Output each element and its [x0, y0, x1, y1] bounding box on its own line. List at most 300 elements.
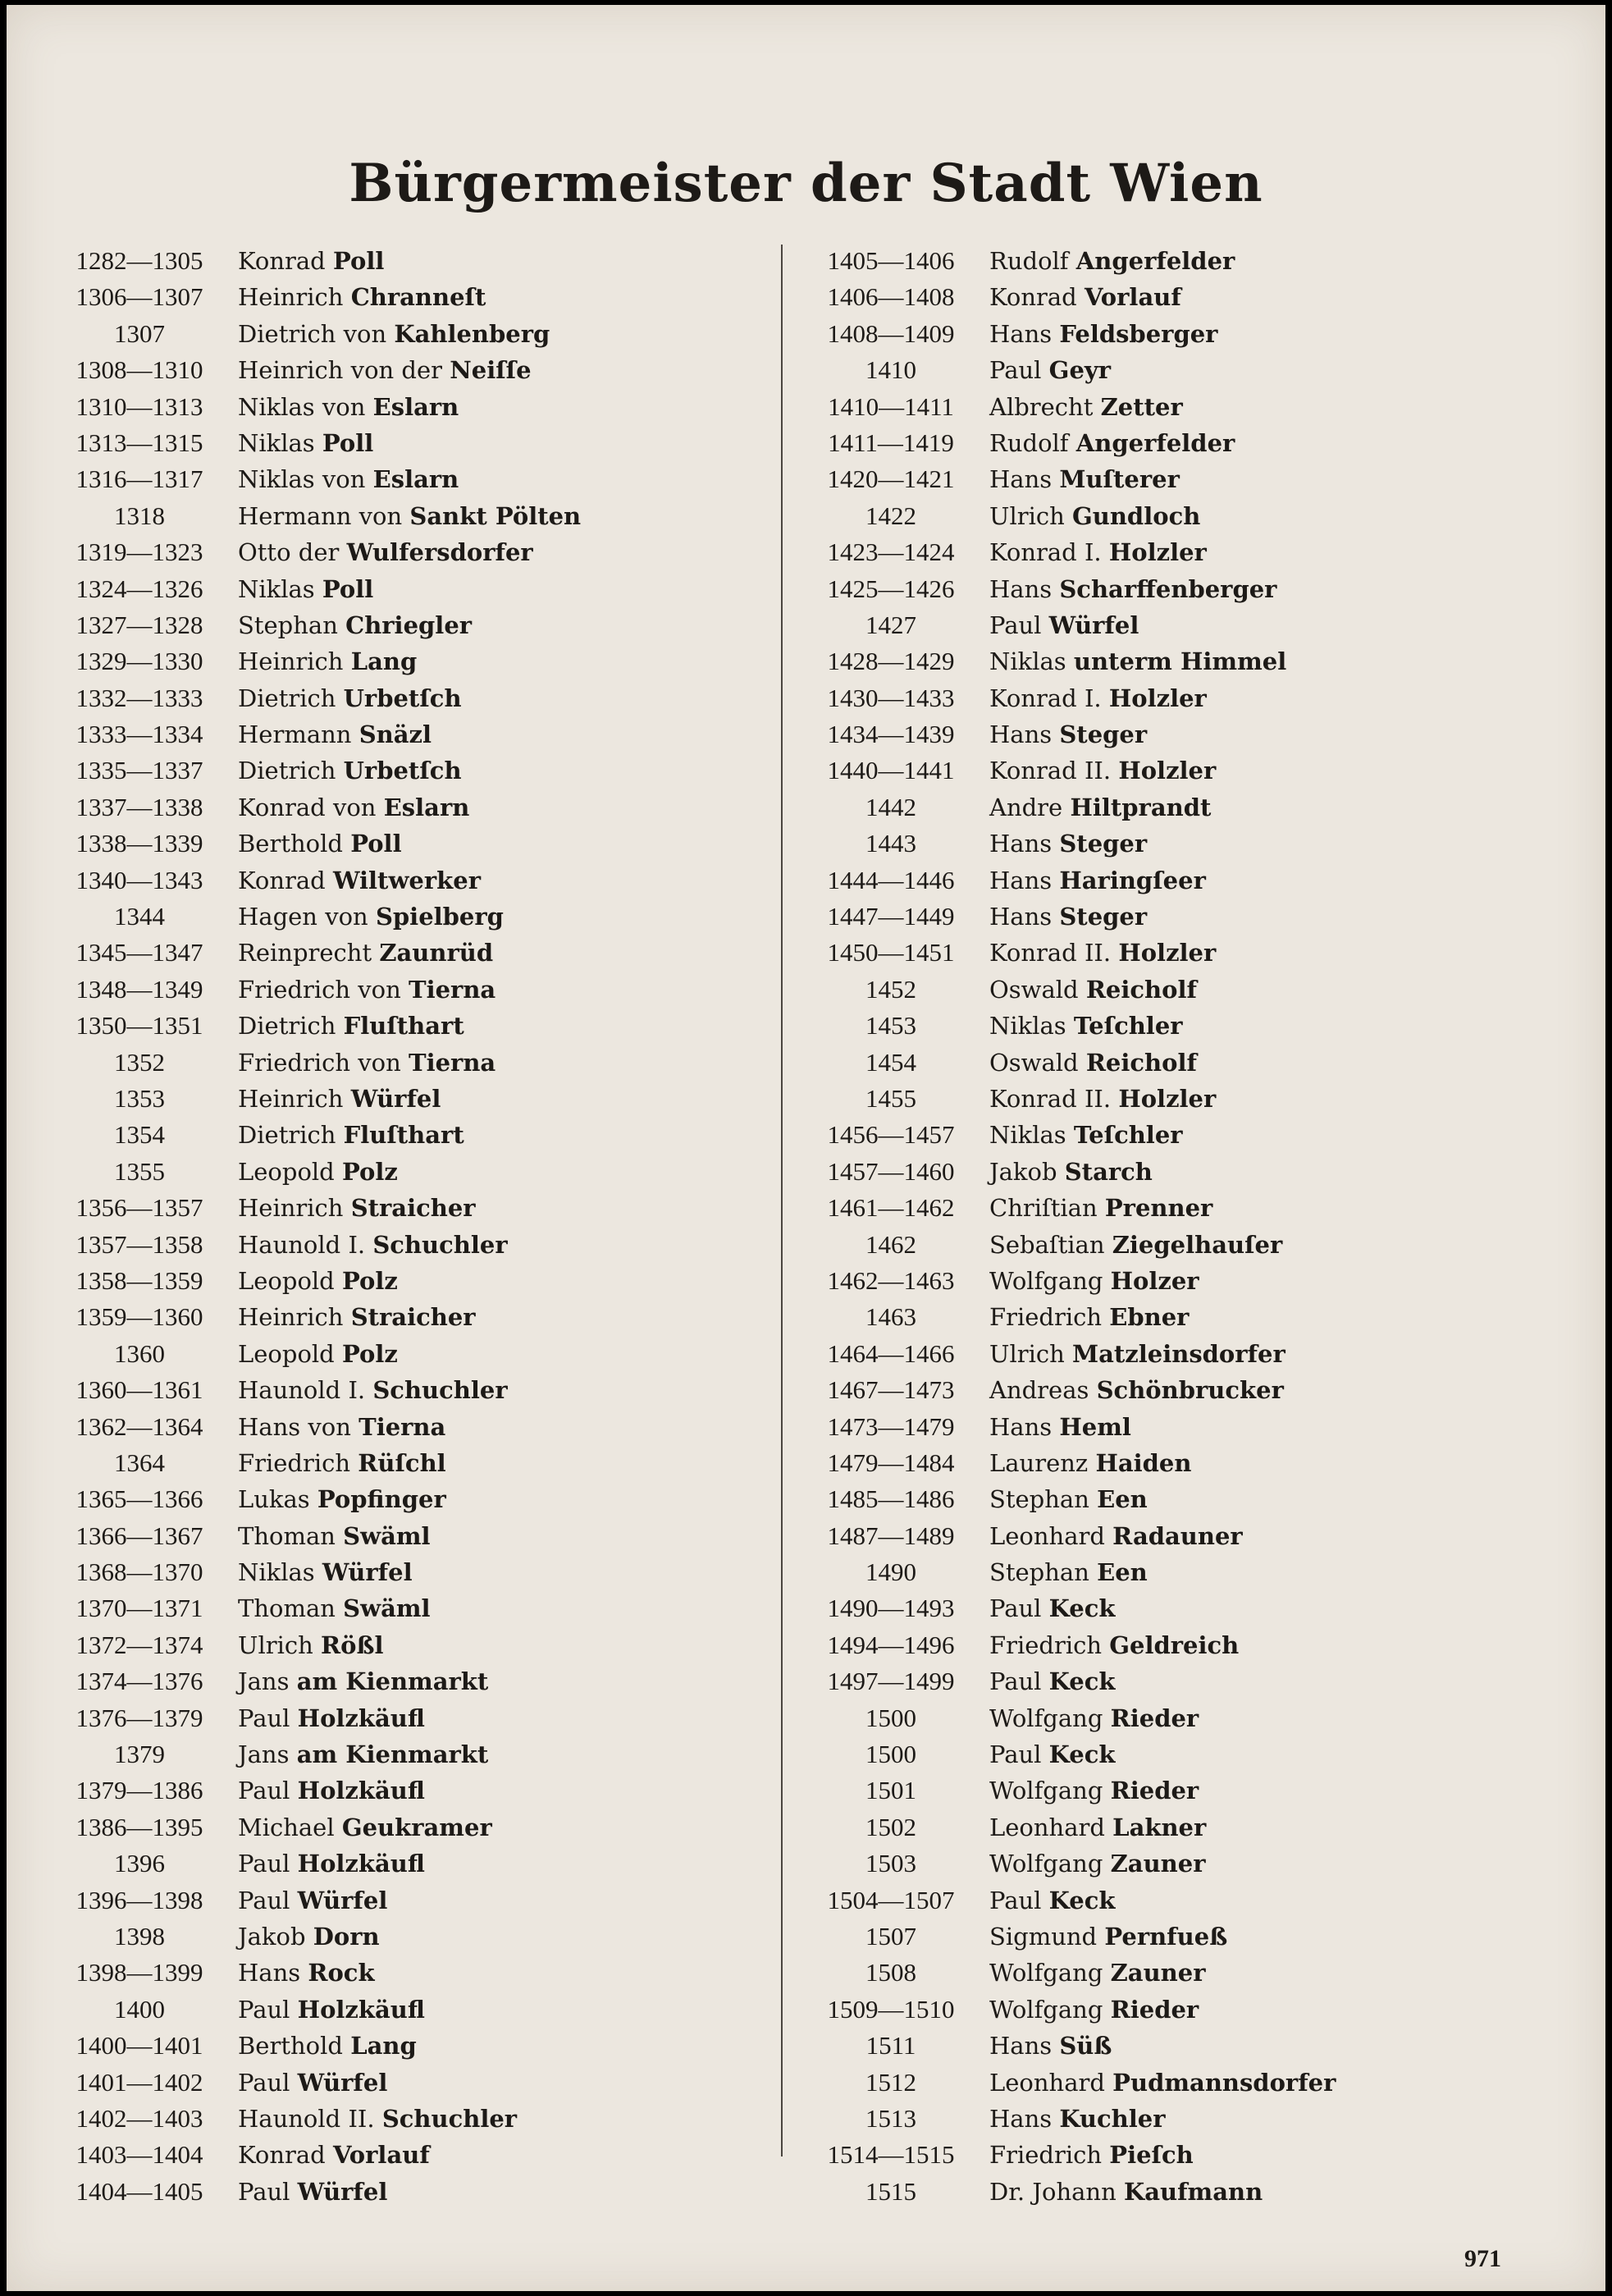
mayor-name: [238, 1590, 431, 1626]
mayor-surname: Keck: [1048, 1594, 1116, 1623]
mayor-first-name: Paul: [989, 1740, 1042, 1769]
mayor-surname: Teſchler: [1073, 1121, 1183, 1150]
mayor-surname: Rieder: [1110, 1704, 1199, 1732]
mayor-name: [989, 1045, 1197, 1081]
mayor-name: [989, 1117, 1183, 1153]
mayor-first-name: Leonhard: [989, 1521, 1105, 1550]
mayor-first-name: Paul: [238, 1777, 290, 1805]
term-years: 1464—1466: [827, 1338, 955, 1368]
mayor-first-name: Wolfgang: [989, 1704, 1103, 1732]
mayor-surname: Polz: [341, 1266, 398, 1295]
term-years: 1410—1411: [828, 391, 954, 421]
mayor-first-name: Wolfgang: [989, 1995, 1103, 2024]
mayor-surname: Een: [1097, 1558, 1148, 1587]
mayor-surname: Würfel: [1048, 611, 1139, 639]
mayor-surname: Poll: [350, 830, 402, 858]
mayor-surname: Pieſch: [1109, 2141, 1194, 2170]
mayor-first-name: Paul: [238, 1995, 290, 2024]
term-years: 1354: [114, 1120, 165, 1150]
term-years: 1512: [865, 2067, 916, 2097]
mayor-name: [989, 279, 1181, 315]
term-years: 1420—1421: [827, 464, 955, 494]
term-years: 1503: [865, 1849, 916, 1878]
mayor-name: [989, 1627, 1239, 1663]
mayor-first-name: Hagen von: [238, 903, 368, 931]
mayor-name: [989, 1845, 1205, 1882]
mayor-surname: Sankt Pölten: [409, 501, 582, 530]
mayor-first-name: Paul: [238, 1886, 290, 1914]
mayor-name: [989, 498, 1200, 534]
mayor-first-name: Leopold: [238, 1266, 335, 1295]
mayor-first-name: Rudolf: [989, 428, 1069, 457]
mayor-name: [989, 1919, 1227, 1955]
mayor-first-name: Niklas: [238, 574, 315, 603]
mayor-name: [238, 1117, 464, 1153]
term-years: 1337—1338: [75, 792, 203, 821]
mayor-first-name: Jans: [238, 1667, 290, 1696]
term-years: 1490—1493: [827, 1594, 955, 1623]
mayor-name: [238, 1372, 508, 1408]
mayor-first-name: Oswald: [989, 975, 1079, 1004]
term-years: 1444—1446: [827, 865, 955, 894]
term-years: 1357—1358: [75, 1229, 203, 1259]
mayor-name: [989, 571, 1276, 607]
term-years: 1362—1364: [75, 1411, 203, 1441]
mayor-surname: Schuchler: [372, 1230, 508, 1259]
mayor-surname: Pernfueß: [1104, 1922, 1228, 1951]
mayor-first-name: Jakob: [989, 1157, 1057, 1186]
mayor-first-name: Hans: [989, 2032, 1053, 2060]
mayor-first-name: Dietrich: [238, 684, 336, 712]
mayor-first-name: Konrad II.: [989, 939, 1112, 967]
mayor-name: [238, 2174, 387, 2210]
term-years: 1338—1339: [75, 829, 203, 858]
mayor-name: [238, 1154, 398, 1190]
mayor-name: [989, 1736, 1115, 1772]
term-years: 1423—1424: [827, 537, 955, 567]
term-years: 1396: [114, 1849, 165, 1878]
mayor-surname: Poll: [322, 574, 374, 603]
mayor-name: [238, 2137, 430, 2173]
mayor-surname: Straicher: [350, 1303, 476, 1332]
mayor-first-name: Sebaſtian: [989, 1230, 1105, 1259]
term-years: 1348—1349: [75, 974, 203, 1004]
term-years: 1457—1460: [827, 1156, 955, 1186]
mayor-name: [238, 2065, 387, 2101]
mayor-first-name: Niklas von: [238, 465, 366, 494]
mayor-name: [989, 680, 1207, 716]
mayor-surname: Vorlauf: [332, 2141, 430, 2170]
mayor-surname: Matzleinsdorfer: [1072, 1339, 1285, 1368]
mayor-first-name: Hermann von: [238, 501, 403, 530]
mayor-surname: Urbetſch: [343, 757, 462, 785]
term-years: 1513: [865, 2103, 916, 2133]
mayor-name: [989, 1882, 1115, 1919]
mayor-first-name: Rudolf: [989, 247, 1069, 275]
mayor-surname: Schönbrucker: [1096, 1376, 1284, 1405]
mayor-surname: Eslarn: [383, 793, 470, 821]
mayor-surname: Holzkäufl: [297, 1704, 425, 1732]
mayor-name: [238, 1919, 380, 1955]
mayor-name: [238, 1227, 508, 1263]
mayor-name: [989, 316, 1217, 352]
mayor-surname: Holzler: [1108, 538, 1207, 567]
mayor-first-name: Leonhard: [989, 1813, 1105, 1841]
mayor-name: [238, 1700, 425, 1736]
mayor-surname: Muſterer: [1059, 465, 1180, 494]
mayor-name: [989, 2101, 1166, 2137]
term-years: 1501: [865, 1776, 916, 1805]
mayor-surname: Holzler: [1118, 757, 1217, 785]
mayor-first-name: Niklas: [238, 1558, 315, 1587]
term-years: 1402—1403: [75, 2103, 203, 2133]
mayor-first-name: Hans: [989, 319, 1053, 348]
mayor-surname: Rock: [308, 1959, 375, 1987]
mayor-name: [238, 935, 493, 971]
term-years: 1462: [865, 1229, 916, 1259]
term-years: 1462—1463: [827, 1265, 955, 1295]
term-years: 1500: [865, 1703, 916, 1732]
term-years: 1345—1347: [75, 938, 203, 967]
mayor-first-name: Paul: [989, 1886, 1042, 1914]
term-years: 1316—1317: [75, 464, 203, 494]
mayor-surname: Heml: [1059, 1412, 1131, 1441]
mayor-surname: Holzkäufl: [297, 1995, 425, 2024]
mayor-surname: Schuchler: [372, 1376, 508, 1405]
mayor-surname: Polz: [341, 1157, 398, 1186]
mayor-surname: Fluſthart: [343, 1012, 464, 1041]
mayor-surname: Geukramer: [341, 1813, 492, 1841]
term-years: 1425—1426: [827, 574, 955, 603]
term-years: 1324—1326: [75, 574, 203, 603]
mayor-surname: Würfel: [297, 1886, 388, 1914]
mayor-name: [238, 1409, 445, 1445]
mayor-first-name: Niklas von: [238, 392, 366, 421]
mayor-name: [989, 935, 1216, 971]
mayor-name: [238, 1190, 476, 1226]
mayor-name: [989, 389, 1183, 425]
mayor-first-name: Jans: [238, 1740, 290, 1769]
mayor-name: [989, 1481, 1148, 1517]
mayor-first-name: Hans: [989, 574, 1053, 603]
mayor-surname: Reicholf: [1085, 1048, 1197, 1077]
mayor-first-name: Haunold II.: [238, 2104, 375, 2133]
mayor-name: [989, 1372, 1284, 1408]
mayor-surname: Würfel: [350, 1084, 441, 1113]
mayor-surname: Poll: [322, 428, 374, 457]
mayor-first-name: Niklas: [989, 647, 1066, 676]
mayor-surname: unterm Himmel: [1073, 647, 1287, 676]
mayor-name: [238, 752, 462, 789]
mayor-surname: Holzer: [1110, 1266, 1199, 1295]
mayor-name: [989, 2028, 1112, 2064]
mayor-name: [238, 316, 550, 352]
mayor-surname: Zauner: [1110, 1959, 1206, 1987]
mayor-name: [238, 425, 373, 461]
mayor-name: [989, 899, 1147, 935]
mayor-first-name: Albrecht: [989, 392, 1094, 421]
mayor-surname: Hiltprandt: [1070, 793, 1212, 821]
term-years: 1306—1307: [75, 282, 203, 312]
mayor-surname: Süß: [1059, 2032, 1112, 2060]
mayor-first-name: Niklas: [989, 1121, 1066, 1150]
mayor-first-name: Paul: [989, 611, 1042, 639]
mayor-first-name: Heinrich: [238, 283, 344, 312]
mayor-surname: Polz: [341, 1339, 398, 1368]
mayor-surname: Lang: [350, 647, 418, 676]
mayor-first-name: Dietrich von: [238, 319, 387, 348]
mayor-first-name: Berthold: [238, 2032, 343, 2060]
mayor-name: [989, 1809, 1206, 1845]
mayor-name: [238, 1008, 464, 1044]
mayor-name: [238, 1955, 375, 1991]
mayor-name: [238, 1445, 446, 1481]
term-years: 1514—1515: [827, 2140, 955, 2170]
mayor-first-name: Hans: [989, 465, 1053, 494]
mayor-name: [989, 752, 1216, 789]
mayor-first-name: Ulrich: [989, 1339, 1065, 1368]
term-years: 1364: [114, 1448, 165, 1477]
mayor-name: [989, 789, 1211, 826]
mayor-first-name: Hans: [989, 830, 1053, 858]
term-years: 1340—1343: [75, 865, 203, 894]
mayor-name: [989, 1992, 1199, 2028]
mayor-surname: Fluſthart: [343, 1121, 464, 1150]
term-years: 1442: [865, 792, 916, 821]
mayor-name: [989, 1518, 1243, 1554]
mayor-name: [238, 461, 459, 497]
mayor-surname: Eslarn: [372, 465, 459, 494]
mayor-first-name: Dr. Johann: [989, 2177, 1117, 2206]
mayor-first-name: Friedrich von: [238, 975, 401, 1004]
mayor-first-name: Leopold: [238, 1339, 335, 1368]
mayor-surname: Een: [1097, 1485, 1148, 1514]
mayor-first-name: Otto der: [238, 538, 340, 567]
mayor-name: [238, 1882, 387, 1919]
term-years: 1372—1374: [75, 1630, 203, 1659]
mayor-surname: Lang: [350, 2032, 417, 2060]
mayor-first-name: Haunold I.: [238, 1376, 366, 1405]
mayor-first-name: Lukas: [238, 1485, 310, 1514]
term-years: 1443: [865, 829, 916, 858]
mayor-name: [238, 1663, 488, 1699]
mayor-first-name: Ulrich: [238, 1631, 313, 1659]
term-years: 1487—1489: [827, 1521, 955, 1550]
term-years: 1398—1399: [75, 1958, 203, 1987]
mayor-name: [989, 1336, 1285, 1372]
mayor-first-name: Oswald: [989, 1048, 1079, 1077]
mayor-first-name: Konrad: [238, 247, 326, 275]
term-years: 1398: [114, 1921, 165, 1951]
mayor-name: [989, 1772, 1199, 1809]
mayor-name: [238, 2028, 417, 2064]
mayor-name: [989, 352, 1111, 388]
mayor-surname: Neiſſe: [450, 356, 532, 385]
term-years: 1453: [865, 1011, 916, 1041]
mayor-first-name: Konrad I.: [989, 538, 1102, 567]
mayor-surname: Rößl: [321, 1631, 384, 1659]
mayor-name: [238, 1845, 425, 1882]
mayor-surname: Holzkäufl: [297, 1850, 425, 1878]
mayor-first-name: Ulrich: [989, 501, 1065, 530]
mayor-first-name: Konrad I.: [989, 684, 1102, 712]
mayor-first-name: Heinrich: [238, 1084, 344, 1113]
mayor-name: [238, 1627, 384, 1663]
mayor-surname: Ziegelhauſer: [1112, 1230, 1283, 1259]
term-years: 1360—1361: [75, 1375, 203, 1405]
mayor-surname: Kuchler: [1059, 2104, 1166, 2133]
term-years: 1494—1496: [827, 1630, 955, 1659]
mayor-name: [989, 2065, 1336, 2101]
mayor-surname: Ebner: [1109, 1303, 1190, 1332]
mayor-first-name: Hans: [238, 1959, 301, 1987]
mayor-first-name: Stephan: [989, 1558, 1089, 1587]
term-years: 1473—1479: [827, 1411, 955, 1441]
mayor-surname: Holzler: [1118, 939, 1217, 967]
mayor-surname: Popfinger: [317, 1485, 446, 1514]
mayor-surname: Snäzl: [358, 720, 432, 749]
mayor-name: [238, 1518, 431, 1554]
mayor-first-name: Hans: [989, 1412, 1053, 1441]
term-years: 1400—1401: [75, 2031, 203, 2060]
term-years: 1504—1507: [827, 1885, 955, 1914]
mayor-name: [238, 352, 532, 388]
mayor-first-name: Stephan: [989, 1485, 1089, 1514]
mayor-surname: Kaufmann: [1124, 2177, 1263, 2206]
term-years: 1508: [865, 1958, 916, 1987]
mayor-name: [989, 1445, 1191, 1481]
term-years: 1479—1484: [827, 1448, 955, 1477]
mayor-first-name: Konrad II.: [989, 757, 1112, 785]
mayor-first-name: Reinprecht: [238, 939, 372, 967]
term-years: 1509—1510: [827, 1994, 955, 2024]
mayor-first-name: Hans: [989, 866, 1053, 894]
term-years: 1515: [865, 2176, 916, 2206]
mayor-name: [989, 1554, 1148, 1590]
mayor-surname: am Kienmarkt: [296, 1740, 489, 1769]
mayor-name: [238, 716, 432, 752]
mayor-name: [238, 826, 402, 862]
mayor-surname: Angerfelder: [1075, 247, 1235, 275]
mayor-name: [989, 534, 1207, 570]
mayor-first-name: Paul: [238, 2068, 290, 2097]
mayor-name: [238, 571, 373, 607]
mayor-surname: Zaunrüd: [379, 939, 494, 967]
mayor-first-name: Hans von: [238, 1412, 351, 1441]
mayor-surname: Keck: [1048, 1886, 1116, 1914]
mayor-first-name: Wolfgang: [989, 1850, 1103, 1878]
mayor-surname: Rieder: [1110, 1995, 1199, 2024]
mayor-name: [989, 1008, 1183, 1044]
mayor-surname: Starch: [1064, 1157, 1153, 1186]
mayor-surname: Tierna: [409, 1048, 496, 1077]
mayor-first-name: Chriſtian: [989, 1194, 1098, 1223]
mayor-surname: Keck: [1048, 1667, 1116, 1696]
mayor-first-name: Paul: [238, 2177, 290, 2206]
term-years: 1455: [865, 1083, 916, 1113]
mayor-surname: Gundloch: [1072, 501, 1201, 530]
mayor-surname: Wulfersdorfer: [346, 538, 533, 567]
mayor-first-name: Paul: [989, 1594, 1042, 1623]
term-years: 1282—1305: [75, 246, 203, 275]
term-years: 1353: [114, 1083, 165, 1113]
mayor-first-name: Jakob: [238, 1922, 306, 1951]
mayor-name: [238, 389, 459, 425]
mayor-surname: Steger: [1059, 830, 1148, 858]
mayor-surname: Würfel: [297, 2068, 388, 2097]
mayor-first-name: Konrad: [238, 2141, 326, 2170]
term-years: 1313—1315: [75, 428, 203, 457]
mayor-surname: Steger: [1059, 903, 1148, 931]
mayor-surname: Chranneſt: [350, 283, 486, 312]
mayor-name: [989, 1263, 1199, 1299]
mayor-name: [989, 1700, 1199, 1736]
mayor-surname: Holzkäufl: [297, 1777, 425, 1805]
mayor-name: [989, 716, 1147, 752]
mayor-first-name: Friedrich: [989, 1631, 1103, 1659]
term-years: 1310—1313: [75, 391, 203, 421]
mayor-first-name: Dietrich: [238, 1121, 336, 1150]
mayor-surname: Pudmannsdorfer: [1112, 2068, 1336, 2097]
mayor-name: [989, 972, 1197, 1008]
mayor-surname: Feldsberger: [1059, 319, 1218, 348]
term-years: 1319—1323: [75, 537, 203, 567]
mayor-surname: Spielberg: [375, 903, 504, 931]
mayor-surname: Würfel: [322, 1558, 413, 1587]
mayor-first-name: Leopold: [238, 1157, 335, 1186]
term-years: 1408—1409: [827, 318, 955, 348]
mayor-name: [989, 1154, 1153, 1190]
mayor-first-name: Dietrich: [238, 1012, 336, 1041]
mayor-name: [989, 1409, 1131, 1445]
term-years: 1500: [865, 1740, 916, 1769]
mayor-name: [989, 425, 1235, 461]
term-years: 1379—1386: [75, 1776, 203, 1805]
term-years: 1502: [865, 1812, 916, 1841]
page-title: Bürgermeister der Stadt Wien: [349, 153, 1263, 214]
mayor-surname: Lakner: [1112, 1813, 1207, 1841]
mayor-surname: Eslarn: [372, 392, 459, 421]
mayor-name: [238, 1263, 398, 1299]
mayor-first-name: Paul: [989, 1667, 1042, 1696]
mayor-surname: Holzler: [1108, 684, 1207, 712]
term-years: 1440—1441: [827, 756, 955, 785]
mayor-name: [989, 862, 1206, 899]
mayor-surname: Straicher: [350, 1194, 476, 1223]
term-years: 1352: [114, 1047, 165, 1077]
term-years: 1379: [114, 1740, 165, 1769]
mayor-first-name: Heinrich: [238, 1303, 344, 1332]
mayor-first-name: Hans: [989, 903, 1053, 931]
term-years: 1405—1406: [827, 246, 955, 275]
mayor-first-name: Niklas: [238, 428, 315, 457]
mayor-first-name: Stephan: [238, 611, 338, 639]
mayor-surname: Tierna: [409, 975, 496, 1004]
mayor-first-name: Paul: [989, 356, 1042, 385]
mayor-name: [238, 1081, 441, 1117]
term-years: 1307: [114, 318, 165, 348]
term-years: 1507: [865, 1921, 916, 1951]
term-years: 1485—1486: [827, 1484, 955, 1514]
term-years: 1404—1405: [75, 2176, 203, 2206]
mayor-surname: Urbetſch: [343, 684, 462, 712]
mayor-name: [238, 607, 472, 643]
mayor-first-name: Heinrich von der: [238, 356, 443, 385]
mayor-name: [989, 1955, 1205, 1991]
term-years: 1355: [114, 1156, 165, 1186]
mayor-first-name: Friedrich: [989, 2141, 1103, 2170]
mayor-surname: Wiltwerker: [332, 866, 481, 894]
